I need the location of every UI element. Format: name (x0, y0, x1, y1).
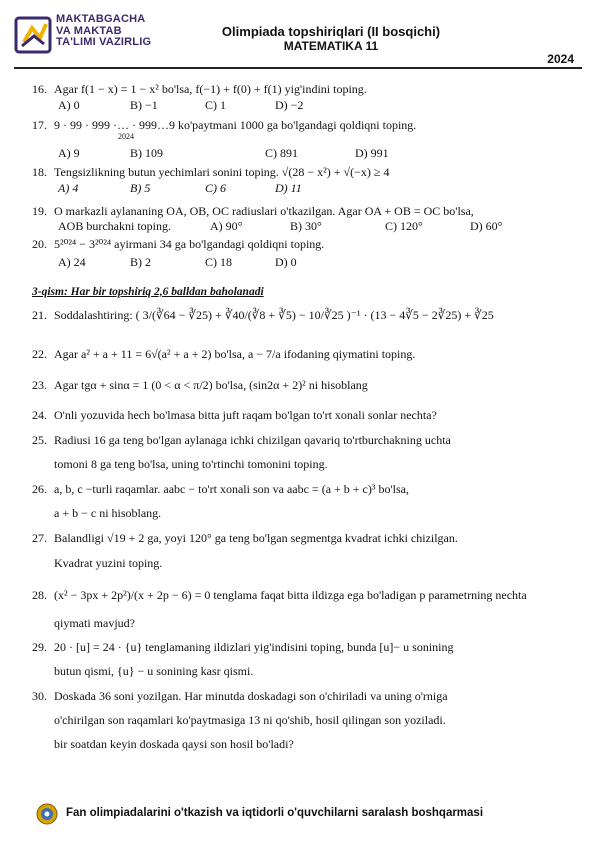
choice: D) 60° (470, 219, 503, 233)
problem-19-line2: AOB burchakni toping. (58, 219, 171, 233)
choice: B) 30° (290, 219, 322, 233)
choice: B) 2 (130, 255, 151, 269)
problem-30: 30. Doskada 36 soni yozilgan. Har minutda doskadagi son o'chiriladi va uning o'rniga (32, 689, 448, 703)
problem-28: 28. (x² − 3px + 2p²)/(x + 2p − 6) = 0 tenglama faqat bitta ildizga ega bo'ladigan p parametrning nechta (32, 588, 527, 602)
problem-22: 22. Agar a² + a + 11 = 6√(a² + a + 2) bo'lsa, a − 7/a ifodaning qiymatini toping. (32, 347, 416, 361)
choice: A) 9 (58, 146, 80, 160)
problem-16: 16. Agar f(1 − x) = 1 − x² bo'lsa, f(−1) + f(0) + f(1) yig'indini toping. (32, 82, 367, 96)
choice: D) 11 (275, 181, 302, 195)
choice: A) 90° (210, 219, 243, 233)
problem-29-line2: butun qismi, {u} − u sonining kasr qismi. (54, 664, 254, 678)
problem-19: 19. O markazli aylananing OA, OB, OC radiuslari o'tkazilgan. Agar OA + OB = OC bo'lsa, (32, 204, 474, 218)
section-title: 3-qism: Har bir topshiriq 2,6 balldan baholanadi (32, 286, 264, 298)
ministry-logo-icon (12, 14, 54, 56)
choice: A) 4 (58, 181, 79, 195)
choice: D) −2 (275, 98, 304, 112)
choice: C) 18 (205, 255, 232, 269)
problem-26-line2: a + b − c ni hisoblang. (54, 506, 162, 520)
choice: A) 0 (58, 98, 80, 112)
underbrace-label: 2024 (118, 132, 134, 141)
problem-27-line2: Kvadrat yuzini toping. (54, 556, 163, 570)
problem-20: 20. 5²⁰²⁴ − 3²⁰²⁴ ayirmani 34 ga bo'lgandagi qoldiqni toping. (32, 237, 325, 251)
choice: B) 109 (130, 146, 163, 160)
problem-30-line3: bir soatdan keyin doskada qaysi son hosil bo'ladi? (54, 737, 294, 751)
choice: C) 1 (205, 98, 226, 112)
choice: C) 891 (265, 146, 298, 160)
problem-17: 17. 9 · 99 · 999 ·… · 999…9 ko'paytmani 1000 ga bo'lgandagi qoldiqni toping. (32, 118, 417, 132)
brand-line: VA MAKTAB (56, 24, 122, 37)
choice: C) 120° (385, 219, 423, 233)
choice: A) 24 (58, 255, 86, 269)
problem-24: 24. O'nli yozuvida hech bo'lmasa bitta juft raqam bo'lgan to'rt xonali sonlar nechta? (32, 408, 437, 422)
problem-26: 26. a, b, c −turli raqamlar. aabc − to'rt xonali son va aabc = (a + b + c)³ bo'lsa, (32, 482, 409, 496)
brand-line: MAKTABGACHA (56, 13, 146, 25)
problem-25: 25. Radiusi 16 ga teng bo'lgan aylanaga ichki chizilgan qavariq to'rtburchakning uchta (32, 433, 451, 447)
emblem-icon (36, 803, 58, 825)
problem-28-line2: qiymati mavjud? (54, 616, 135, 630)
choice: B) 5 (130, 181, 151, 195)
choice: C) 6 (205, 181, 226, 195)
footer-text: Fan olimpiadalarini o'tkazish va iqtidorli o'quvchilarni saralash boshqarmasi (66, 807, 484, 819)
brand-line: TA'LIMI VAZIRLIG (56, 36, 152, 48)
page-title: Olimpiada topshiriqlari (II bosqichi) (221, 24, 441, 39)
problem-29: 29. 20 · [u] = 24 · {u} tenglamaning ildizlari yig'indisini toping, bunda [u]− u sonining (32, 640, 454, 654)
problem-21: 21. Soddalashtiring: ( 3/(∛64 − ∛25) + ∛40/(∛8 + ∛5) − 10/∛25 )⁻¹ · (13 − 4∛5 − 2∛25) + ∛25 (32, 308, 494, 322)
choice: B) −1 (130, 98, 158, 112)
header-divider (14, 67, 582, 69)
choice: D) 0 (275, 255, 297, 269)
choice: D) 991 (355, 146, 389, 160)
problem-25-line2: tomoni 8 ga teng bo'lsa, uning to'rtinchi tomonini toping. (54, 457, 328, 471)
problem-27: 27. Balandligi √19 + 2 ga, yoyi 120° ga teng bo'lgan segmentga kvadrat ichki chizilgan. (32, 531, 458, 545)
page-subtitle: MATEMATIKA 11 (283, 39, 379, 53)
problem-30-line2: o'chirilgan son raqamlari ko'paytmasiga 13 ni qo'shib, hosil qilingan son yoziladi. (54, 713, 446, 727)
ministry-name (56, 14, 151, 49)
year-label: 2024 (547, 52, 574, 66)
problem-23: 23. Agar tgα + sinα = 1 (0 < α < π/2) bo'lsa, (sin2α + 2)² ni hisoblang (32, 378, 368, 392)
problem-18: 18. Tengsizlikning butun yechimlari sonini toping. √(28 − x²) + √(−x) ≥ 4 (32, 165, 390, 179)
